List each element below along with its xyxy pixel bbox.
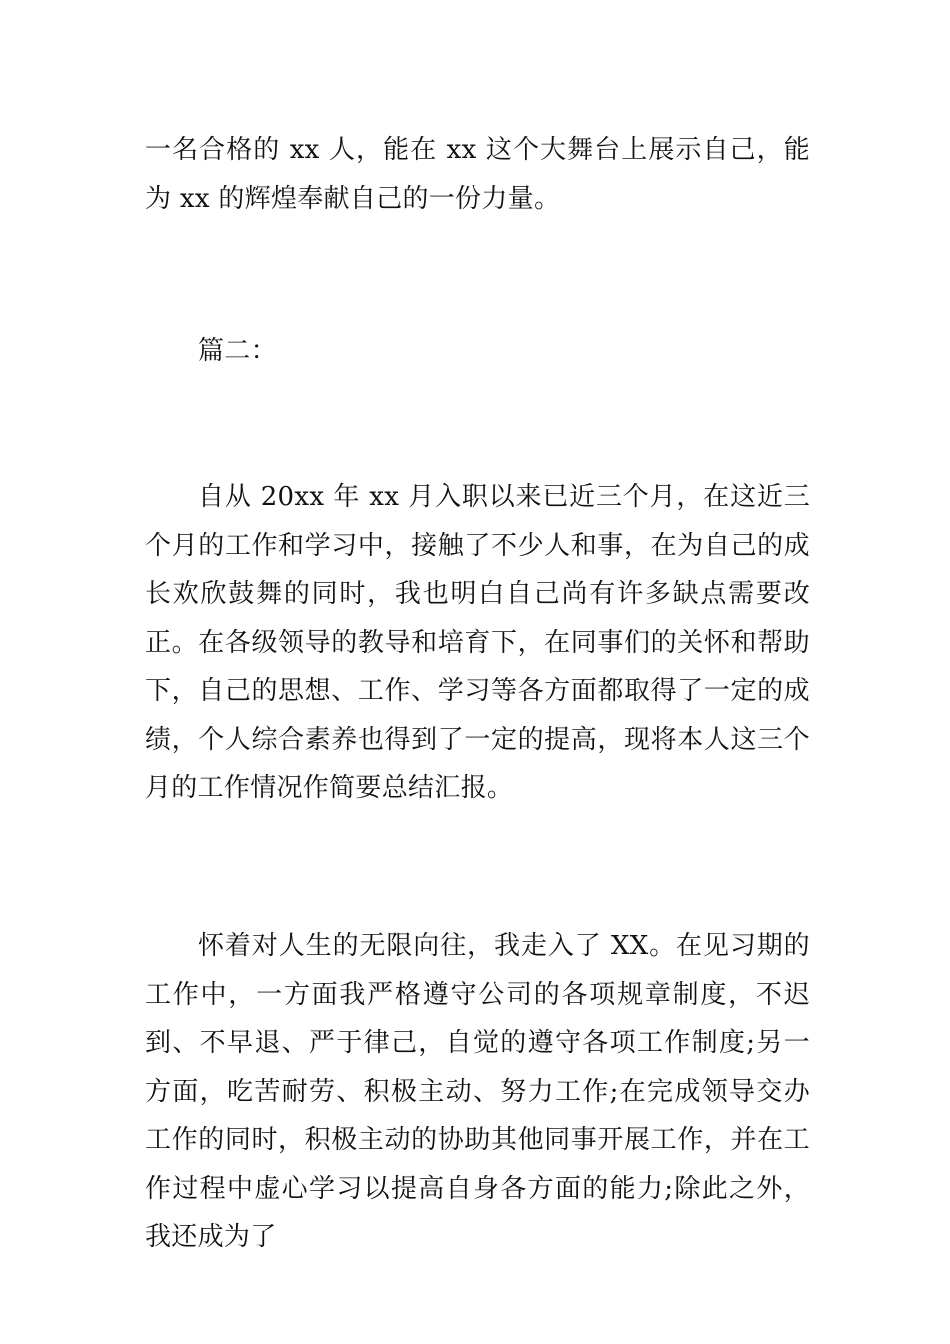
section-heading: 篇二： — [198, 336, 277, 366]
paragraph-continuation: 一名合格的 xx 人，能在 xx 这个大舞台上展示自己，能为 xx 的辉煌奉献自己的一份力量。 — [145, 135, 810, 214]
paragraph-intro: 自从 20xx 年 xx 月入职以来已近三个月，在这近三个月的工作和学习中，接触了不少人和事，在为自己的成长欢欣鼓舞的同时，我也明白自己尚有许多缺点需要改正。在各级领导的教导和培育下，在同事们的关怀和帮助下，自己的思想、工作、学习等各方面都取得了一定的成绩，个人综合素养也得到了一定的提高，现将本人这三个月的工作情况作简要总结汇报。 — [145, 482, 810, 803]
paragraph-body: 怀着对人生的无限向往，我走入了 XX。在见习期的工作中，一方面我严格遵守公司的各项规章制度，不迟到、不早退、严于律己，自觉的遵守各项工作制度;另一方面，吃苦耐劳、积极主动、努力工作;在完成领导交办工作的同时，积极主动的协助其他同事开展工作，并在工作过程中虚心学习以提高自身各方面的能力;除此之外，我还成为了 — [145, 931, 810, 1252]
